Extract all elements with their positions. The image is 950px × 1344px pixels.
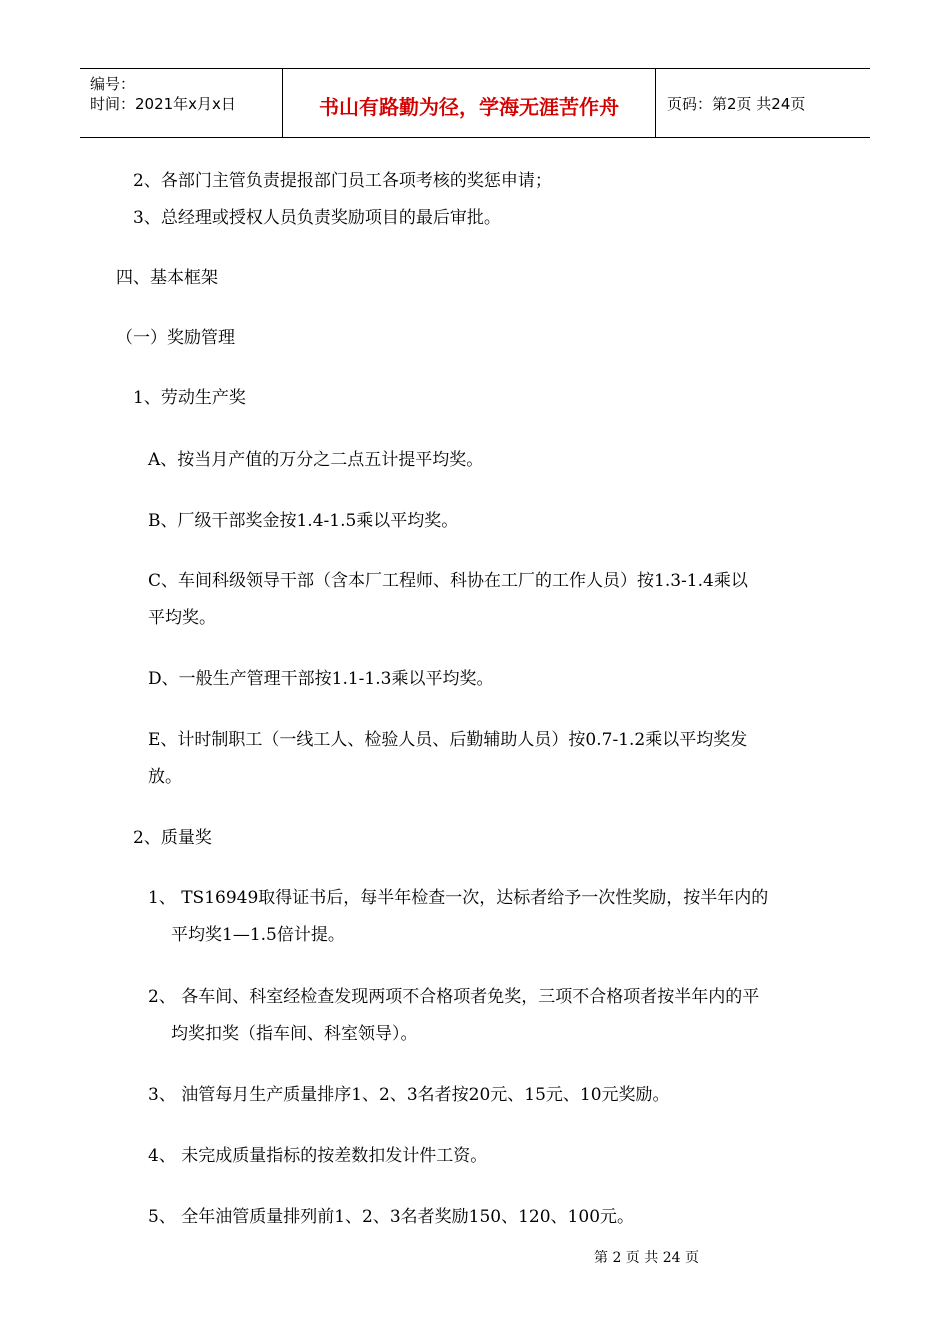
body-line: 2、 各车间、科室经检查发现两项不合格项者免奖，三项不合格项者按半年内的平 [148,987,760,1007]
header-motto-cell [282,69,656,137]
page-header [80,68,870,138]
body-line: E、计时制职工（一线工人、检验人员、后勤辅助人员）按0.7-1.2乘以平均奖发 [148,730,748,750]
body-line: 2、各部门主管负责提报部门员工各项考核的奖惩申请； [133,171,552,191]
header-left-cell [80,69,282,137]
page-footer: 第 2 页 共 24 页 [594,1250,699,1266]
body-line: D、一般生产管理干部按1.1-1.3乘以平均奖。 [148,669,494,689]
document-date-label: 时间：2021年x月x日 [90,95,236,113]
section-heading: 四、基本框架 [116,268,218,288]
subsection-heading: （一）奖励管理 [116,328,235,348]
header-motto: 书山有路勤为径，学海无涯苦作舟 [319,95,619,119]
body-line: 均奖扣奖（指车间、科室领导）。 [171,1024,418,1044]
header-page-cell [655,69,870,137]
item-heading: 2、质量奖 [133,828,212,848]
body-line: C、车间科级领导干部（含本厂工程师、科协在工厂的工作人员）按1.3-1.4乘以 [148,571,748,591]
body-line: 平均奖1—1.5倍计提。 [171,925,345,945]
body-line: A、按当月产值的万分之二点五计提平均奖。 [148,450,484,470]
body-line: 3、总经理或授权人员负责奖励项目的最后审批。 [133,208,501,228]
item-heading: 1、劳动生产奖 [133,388,246,408]
body-line: 平均奖。 [148,608,216,628]
body-line: 1、 TS16949取得证书后，每半年检查一次，达标者给予一次性奖励，按半年内的 [148,888,769,908]
body-line: 放。 [148,767,182,787]
body-line: 4、 未完成质量指标的按差数扣发计件工资。 [148,1146,488,1166]
header-page-info: 页码：第2页 共24页 [667,95,806,113]
body-line: 5、 全年油管质量排列前1、2、3名者奖励150、120、100元。 [148,1207,635,1227]
body-line: B、厂级干部奖金按1.4-1.5乘以平均奖。 [148,511,459,531]
body-line: 3、 油管每月生产质量排序1、2、3名者按20元、15元、10元奖励。 [148,1085,670,1105]
document-number-label: 编号： [90,75,136,93]
